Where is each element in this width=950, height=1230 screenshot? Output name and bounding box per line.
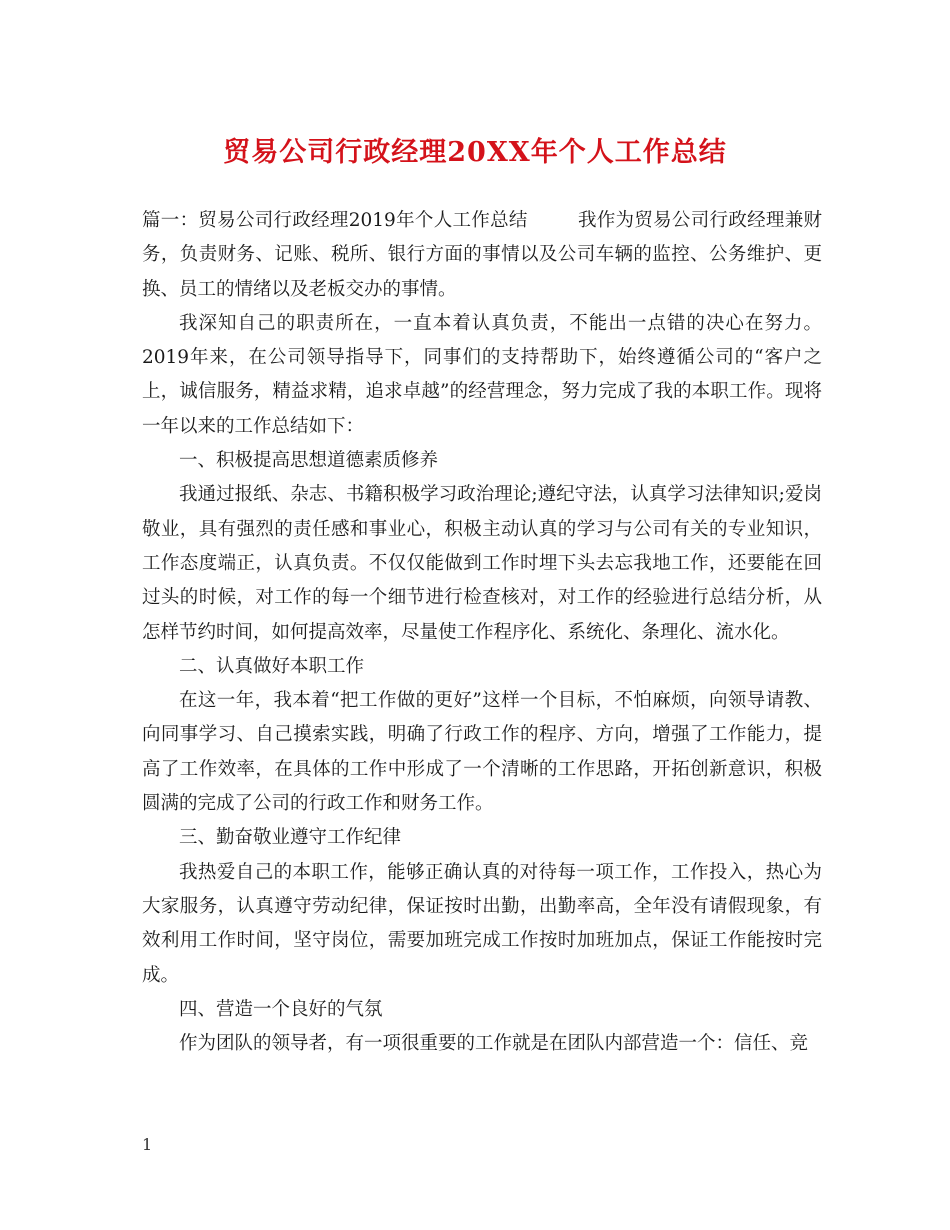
document-title: 贸易公司行政经理20XX年个人工作总结 bbox=[223, 137, 727, 168]
intro-body: 我作为贸易公司行政经理兼财务，负责财务、记账、税所、银行方面的事情以及公司车辆的监控、公务维护、更换、员工的情绪以及老板交办的事情。 bbox=[142, 210, 822, 300]
paragraph-2: 我深知自己的职责所在，一直本着认真负责，不能出一点错的决心在努力。2019年来，在公司领导指导下，同事们的支持帮助下，始终遵循公司的“客户之上，诚信服务，精益求精，追求卓越”的经营理念，努力完成了我的本职工作。现将一年以来的工作总结如下： bbox=[142, 312, 822, 437]
section-heading-4: 四、营造一个良好的气氛 bbox=[179, 998, 383, 1020]
document-body bbox=[142, 204, 822, 1061]
paragraph-5: 我热爱自己的本职工作，能够正确认真的对待每一项工作，工作投入，热心为大家服务，认真遵守劳动纪律，保证按时出勤，出勤率高，全年没有请假现象，有效利用工作时间，坚守岗位，需要加班完成工作按时加班加点，保证工作能按时完成。 bbox=[142, 861, 822, 986]
paragraph-3: 我通过报纸、杂志、书籍积极学习政治理论;遵纪守法，认真学习法律知识;爱岗敬业，具有强烈的责任感和事业心，积极主动认真的学习与公司有关的专业知识，工作态度端正，认真负责。不仅仅能做到工作时埋下头去忘我地工作，还要能在回过头的时候，对工作的每一个细节进行检查核对，对工作的经验进行总结分析，从怎样节约时间，如何提高效率，尽量使工作程序化、系统化、条理化、流水化。 bbox=[142, 484, 822, 643]
page-number: 1 bbox=[142, 1135, 153, 1154]
paragraph-4: 在这一年，我本着“把工作做的更好”这样一个目标，不怕麻烦，向领导请教、向同事学习、自己摸索实践，明确了行政工作的程序、方向，增强了工作能力，提高了工作效率，在具体的工作中形成了一个清晰的工作思路，开拓创新意识，积极圆满的完成了公司的行政工作和财务工作。 bbox=[142, 690, 822, 815]
intro-heading: 篇一：贸易公司行政经理2019年个人工作总结 bbox=[142, 210, 528, 231]
paragraph-6: 作为团队的领导者，有一项很重要的工作就是在团队内部营造一个：信任、竞 bbox=[179, 1033, 809, 1055]
paragraph-intro bbox=[142, 204, 822, 307]
section-heading-1: 一、积极提高思想道德素质修养 bbox=[179, 450, 439, 472]
section-heading-2: 二、认真做好本职工作 bbox=[179, 655, 365, 677]
section-heading-3: 三、勤奋敬业遵守工作纪律 bbox=[179, 827, 402, 849]
